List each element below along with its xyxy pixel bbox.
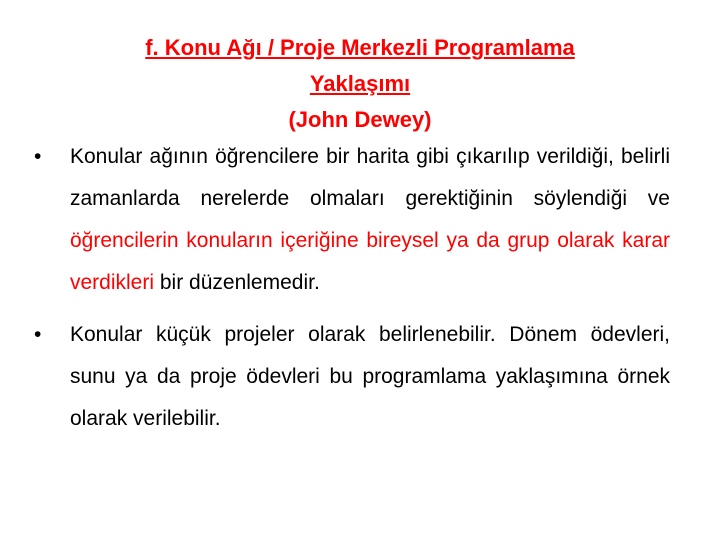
title-line-1: f. Konu Ağı / Proje Merkezli Programlama [145,35,575,60]
slide-title [60,30,660,138]
bullet-item-2 [30,314,670,440]
bullet-dot: • [34,145,42,168]
bullet-2-text: Konular küçük projeler olarak belirlenebilir. Dönem ödevleri, sunu ya da proje ödevleri bu programlama yaklaşımına örnek olarak verilebilir. [70,323,670,430]
title-line-2-rest: (John Dewey) [288,107,432,132]
title-line-2-underlined: Yaklaşımı [309,71,411,96]
bullet-1-highlighted-text: öğrencilerin konuların içeriğine bireysel ya da grup olarak karar verdikleri [70,229,670,294]
bullet-dot: • [34,323,42,346]
title-line-2 [60,66,660,138]
bullet-list [30,136,670,440]
bullet-1-text-end: bir düzenlemedir. [154,271,320,294]
bullet-item-1 [30,136,670,304]
bullet-1-text-start: Konular ağının öğrencilere bir harita gibi çıkarılıp verildiği, belirli zamanlarda nerelerde olmaları gerektiğinin söylendiği ve [70,145,670,210]
